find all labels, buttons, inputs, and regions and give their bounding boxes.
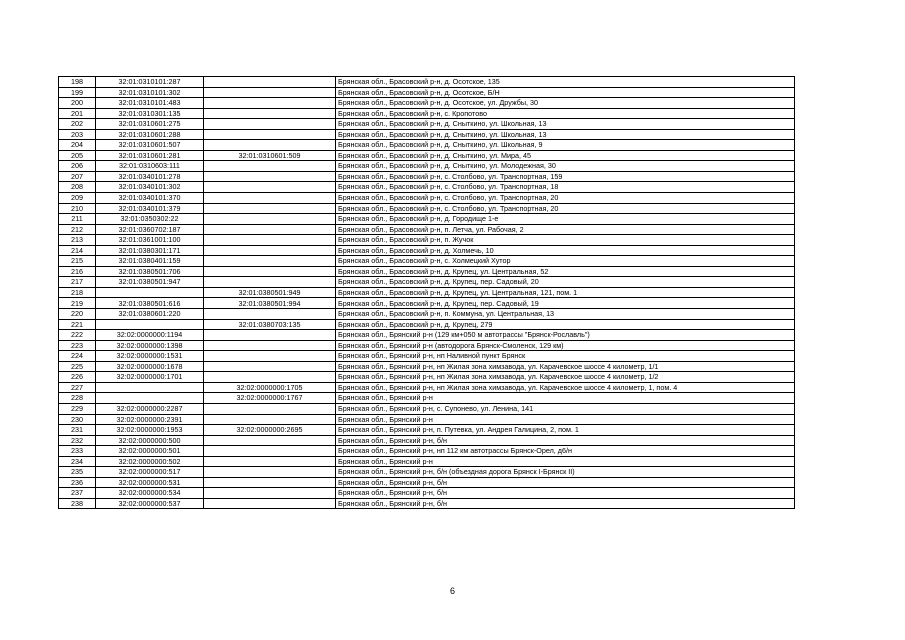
address-cell: Брянская обл., Брянский р-н — [336, 456, 795, 467]
cadastral-number-cell: 32:01:0360702:187 — [96, 224, 204, 235]
related-cadastral-number-cell — [204, 245, 336, 256]
related-cadastral-number-cell — [204, 119, 336, 130]
row-number-cell: 204 — [59, 140, 96, 151]
row-number-cell: 216 — [59, 266, 96, 277]
cadastral-number-cell: 32:01:0380401:159 — [96, 256, 204, 267]
cadastral-number-cell — [96, 382, 204, 393]
related-cadastral-number-cell — [204, 340, 336, 351]
cadastral-number-cell: 32:01:0380601:220 — [96, 309, 204, 320]
address-cell: Брянская обл., Брасовский р-н, д. Крупец, пер. Садовый, 20 — [336, 277, 795, 288]
cadastral-number-cell: 32:02:0000000:502 — [96, 456, 204, 467]
row-number-cell: 225 — [59, 361, 96, 372]
table-row — [59, 319, 795, 330]
related-cadastral-number-cell — [204, 161, 336, 172]
table-row — [59, 98, 795, 109]
row-number-cell: 211 — [59, 214, 96, 225]
address-cell: Брянская обл., Брасовский р-н, д. Сныткино, ул. Школьная, 13 — [336, 129, 795, 140]
row-number-cell: 210 — [59, 203, 96, 214]
address-cell: Брянская обл., Брянский р-н, б/н — [336, 435, 795, 446]
address-cell: Брянская обл., Брянский р-н — [336, 393, 795, 404]
row-number-cell: 233 — [59, 446, 96, 457]
table-row — [59, 182, 795, 193]
cadastral-number-cell: 32:01:0380501:706 — [96, 266, 204, 277]
related-cadastral-number-cell — [204, 256, 336, 267]
row-number-cell: 199 — [59, 87, 96, 98]
row-number-cell: 234 — [59, 456, 96, 467]
table-row — [59, 488, 795, 499]
cadastral-number-cell: 32:01:0310101:302 — [96, 87, 204, 98]
cadastral-number-cell: 32:01:0340101:278 — [96, 171, 204, 182]
cadastral-number-cell: 32:01:0340101:370 — [96, 193, 204, 204]
cadastral-number-cell — [96, 287, 204, 298]
table-row — [59, 372, 795, 383]
related-cadastral-number-cell — [204, 435, 336, 446]
address-cell: Брянская обл., Брасовский р-н, с. Кропотово — [336, 108, 795, 119]
table-row — [59, 498, 795, 509]
table-row — [59, 330, 795, 341]
related-cadastral-number-cell — [204, 182, 336, 193]
row-number-cell: 213 — [59, 235, 96, 246]
address-cell: Брянская обл., Брасовский р-н, д. Городище 1-е — [336, 214, 795, 225]
related-cadastral-number-cell — [204, 414, 336, 425]
related-cadastral-number-cell — [204, 456, 336, 467]
row-number-cell: 218 — [59, 287, 96, 298]
related-cadastral-number-cell — [204, 140, 336, 151]
related-cadastral-number-cell — [204, 488, 336, 499]
address-cell: Брянская обл., Брасовский р-н, д. Крупец, ул. Центральная, 121, пом. 1 — [336, 287, 795, 298]
related-cadastral-number-cell — [204, 266, 336, 277]
row-number-cell: 212 — [59, 224, 96, 235]
cadastral-number-cell: 32:01:0380501:947 — [96, 277, 204, 288]
address-cell: Брянская обл., Брянский р-н, нп Наливной пункт Брянск — [336, 351, 795, 362]
table-row — [59, 477, 795, 488]
related-cadastral-number-cell — [204, 98, 336, 109]
related-cadastral-number-cell: 32:01:0380501:949 — [204, 287, 336, 298]
table-row — [59, 393, 795, 404]
row-number-cell: 231 — [59, 425, 96, 436]
address-cell: Брянская обл., Брянский р-н, нп Жилая зона химзавода, ул. Карачевское шоссе 4 километр, 1/1 — [336, 361, 795, 372]
row-number-cell: 202 — [59, 119, 96, 130]
table-row — [59, 340, 795, 351]
row-number-cell: 237 — [59, 488, 96, 499]
address-cell: Брянская обл., Брянский р-н, нп 112 км автотрассы Брянск-Орел, д6/н — [336, 446, 795, 457]
row-number-cell: 221 — [59, 319, 96, 330]
cadastral-number-cell: 32:01:0310601:275 — [96, 119, 204, 130]
related-cadastral-number-cell — [204, 129, 336, 140]
address-cell: Брянская обл., Брасовский р-н, п. Летча, ул. Рабочая, 2 — [336, 224, 795, 235]
related-cadastral-number-cell — [204, 309, 336, 320]
related-cadastral-number-cell: 32:02:0000000:1705 — [204, 382, 336, 393]
cadastral-number-cell: 32:02:0000000:1398 — [96, 340, 204, 351]
table-row — [59, 245, 795, 256]
cadastral-number-cell: 32:02:0000000:1194 — [96, 330, 204, 341]
row-number-cell: 227 — [59, 382, 96, 393]
address-cell: Брянская обл., Брянский р-н (автодорога Брянск-Смоленск, 129 км) — [336, 340, 795, 351]
table-row — [59, 235, 795, 246]
row-number-cell: 219 — [59, 298, 96, 309]
table-row — [59, 266, 795, 277]
cadastral-number-cell: 32:01:0380301:171 — [96, 245, 204, 256]
related-cadastral-number-cell — [204, 372, 336, 383]
row-number-cell: 206 — [59, 161, 96, 172]
cadastral-number-cell: 32:01:0340101:302 — [96, 182, 204, 193]
table-row — [59, 150, 795, 161]
cadastral-number-cell: 32:01:0310101:287 — [96, 77, 204, 88]
cadastral-number-cell: 32:02:0000000:2391 — [96, 414, 204, 425]
cadastral-number-cell — [96, 319, 204, 330]
table-row — [59, 77, 795, 88]
cadastral-number-cell: 32:02:0000000:1531 — [96, 351, 204, 362]
table-row — [59, 119, 795, 130]
address-cell: Брянская обл., Брасовский р-н, с. Столбово, ул. Транспортная, 18 — [336, 182, 795, 193]
address-cell: Брянская обл., Брасовский р-н, с. Столбово, ул. Транспортная, 159 — [336, 171, 795, 182]
address-cell: Брянская обл., Брасовский р-н, д. Крупец, пер. Садовый, 19 — [336, 298, 795, 309]
table-row — [59, 129, 795, 140]
address-cell: Брянская обл., Брянский р-н, б/н — [336, 488, 795, 499]
cadastral-number-cell: 32:02:0000000:531 — [96, 477, 204, 488]
table-row — [59, 203, 795, 214]
table-row — [59, 382, 795, 393]
row-number-cell: 200 — [59, 98, 96, 109]
table-row — [59, 361, 795, 372]
address-cell: Брянская обл., Брасовский р-н, д. Сныткино, ул. Школьная, 9 — [336, 140, 795, 151]
address-cell: Брянская обл., Брасовский р-н, п. Жучок — [336, 235, 795, 246]
cadastral-number-cell: 32:02:0000000:517 — [96, 467, 204, 478]
cadastral-number-cell: 32:01:0350302:22 — [96, 214, 204, 225]
registry-table — [58, 76, 795, 509]
table-row — [59, 140, 795, 151]
table-row — [59, 193, 795, 204]
row-number-cell: 228 — [59, 393, 96, 404]
related-cadastral-number-cell — [204, 203, 336, 214]
row-number-cell: 229 — [59, 403, 96, 414]
address-cell: Брянская обл., Брасовский р-н, с. Холмецкий Хутор — [336, 256, 795, 267]
cadastral-number-cell: 32:01:0361001:100 — [96, 235, 204, 246]
address-cell: Брянская обл., Брасовский р-н, д. Холмечь, 10 — [336, 245, 795, 256]
address-cell: Брянская обл., Брянский р-н, б/н — [336, 498, 795, 509]
address-cell: Брянская обл., Брянский р-н, б/н (объездная дорога Брянск I-Брянск II) — [336, 467, 795, 478]
row-number-cell: 201 — [59, 108, 96, 119]
related-cadastral-number-cell — [204, 108, 336, 119]
cadastral-number-cell: 32:01:0310601:507 — [96, 140, 204, 151]
cadastral-number-cell: 32:02:0000000:500 — [96, 435, 204, 446]
row-number-cell: 222 — [59, 330, 96, 341]
row-number-cell: 235 — [59, 467, 96, 478]
cadastral-number-cell: 32:01:0380501:616 — [96, 298, 204, 309]
cadastral-number-cell: 32:02:0000000:1701 — [96, 372, 204, 383]
related-cadastral-number-cell — [204, 498, 336, 509]
address-cell: Брянская обл., Брасовский р-н, д. Сныткино, ул. Школьная, 13 — [336, 119, 795, 130]
address-cell: Брянская обл., Брасовский р-н, д. Осотское, 135 — [336, 77, 795, 88]
row-number-cell: 238 — [59, 498, 96, 509]
row-number-cell: 223 — [59, 340, 96, 351]
related-cadastral-number-cell — [204, 361, 336, 372]
address-cell: Брянская обл., Брянский р-н, нп Жилая зона химзавода, ул. Карачевское шоссе 4 километр, 1/2 — [336, 372, 795, 383]
row-number-cell: 236 — [59, 477, 96, 488]
table-row — [59, 298, 795, 309]
related-cadastral-number-cell — [204, 446, 336, 457]
related-cadastral-number-cell: 32:01:0380501:994 — [204, 298, 336, 309]
cadastral-number-cell: 32:02:0000000:501 — [96, 446, 204, 457]
address-cell: Брянская обл., Брасовский р-н, д. Крупец, ул. Центральная, 52 — [336, 266, 795, 277]
address-cell: Брянская обл., Брасовский р-н, с. Столбово, ул. Транспортная, 20 — [336, 203, 795, 214]
table-row — [59, 108, 795, 119]
address-cell: Брянская обл., Брянский р-н, б/н — [336, 477, 795, 488]
row-number-cell: 230 — [59, 414, 96, 425]
related-cadastral-number-cell — [204, 277, 336, 288]
table-row — [59, 256, 795, 267]
related-cadastral-number-cell — [204, 171, 336, 182]
related-cadastral-number-cell — [204, 477, 336, 488]
cadastral-number-cell: 32:02:0000000:2287 — [96, 403, 204, 414]
table-row — [59, 277, 795, 288]
table-row — [59, 467, 795, 478]
address-cell: Брянская обл., Брянский р-н — [336, 414, 795, 425]
related-cadastral-number-cell — [204, 467, 336, 478]
row-number-cell: 198 — [59, 77, 96, 88]
related-cadastral-number-cell: 32:02:0000000:2695 — [204, 425, 336, 436]
address-cell: Брянская обл., Брасовский р-н, с. Столбово, ул. Транспортная, 20 — [336, 193, 795, 204]
related-cadastral-number-cell — [204, 193, 336, 204]
row-number-cell: 226 — [59, 372, 96, 383]
related-cadastral-number-cell — [204, 235, 336, 246]
address-cell: Брянская обл., Брянский р-н, с. Супонево, ул. Ленина, 141 — [336, 403, 795, 414]
table-row — [59, 435, 795, 446]
row-number-cell: 209 — [59, 193, 96, 204]
address-cell: Брянская обл., Брасовский р-н, д. Осотское, ул. Дружбы, 30 — [336, 98, 795, 109]
related-cadastral-number-cell: 32:01:0380703:135 — [204, 319, 336, 330]
row-number-cell: 214 — [59, 245, 96, 256]
page-number: 6 — [449, 586, 455, 596]
address-cell: Брянская обл., Брасовский р-н, п. Коммуна, ул. Центральная, 13 — [336, 309, 795, 320]
row-number-cell: 220 — [59, 309, 96, 320]
cadastral-number-cell: 32:01:0310301:135 — [96, 108, 204, 119]
table-row — [59, 309, 795, 320]
related-cadastral-number-cell — [204, 403, 336, 414]
row-number-cell: 207 — [59, 171, 96, 182]
address-cell: Брянская обл., Брасовский р-н, д. Крупец, 279 — [336, 319, 795, 330]
row-number-cell: 203 — [59, 129, 96, 140]
cadastral-number-cell: 32:01:0310601:288 — [96, 129, 204, 140]
table-row — [59, 161, 795, 172]
address-cell: Брянская обл., Брянский р-н, п. Путевка, ул. Андрея Галицина, 2, пом. 1 — [336, 425, 795, 436]
cadastral-number-cell — [96, 393, 204, 404]
related-cadastral-number-cell — [204, 77, 336, 88]
registry-table-body — [59, 77, 795, 509]
cadastral-number-cell: 32:02:0000000:534 — [96, 488, 204, 499]
address-cell: Брянская обл., Брянский р-н, нп Жилая зона химзавода, ул. Карачевское шоссе 4 километр, 1, пом. 4 — [336, 382, 795, 393]
table-row — [59, 446, 795, 457]
row-number-cell: 208 — [59, 182, 96, 193]
table-row — [59, 351, 795, 362]
cadastral-number-cell: 32:02:0000000:1953 — [96, 425, 204, 436]
address-cell: Брянская обл., Брасовский р-н, д. Сныткино, ул. Мира, 45 — [336, 150, 795, 161]
related-cadastral-number-cell: 32:01:0310601:509 — [204, 150, 336, 161]
address-cell: Брянская обл., Брасовский р-н, д. Осотское, Б/Н — [336, 87, 795, 98]
cadastral-number-cell: 32:01:0310603:111 — [96, 161, 204, 172]
row-number-cell: 215 — [59, 256, 96, 267]
row-number-cell: 224 — [59, 351, 96, 362]
table-row — [59, 425, 795, 436]
related-cadastral-number-cell — [204, 224, 336, 235]
related-cadastral-number-cell — [204, 330, 336, 341]
cadastral-number-cell: 32:02:0000000:1678 — [96, 361, 204, 372]
table-row — [59, 214, 795, 225]
address-cell: Брянская обл., Брянский р-н (129 км+050 м автотрассы "Брянск-Рославль") — [336, 330, 795, 341]
address-cell: Брянская обл., Брасовский р-н, д. Сныткино, ул. Молодежная, 30 — [336, 161, 795, 172]
table-row — [59, 87, 795, 98]
table-row — [59, 403, 795, 414]
related-cadastral-number-cell — [204, 214, 336, 225]
related-cadastral-number-cell — [204, 87, 336, 98]
table-row — [59, 287, 795, 298]
row-number-cell: 232 — [59, 435, 96, 446]
table-row — [59, 456, 795, 467]
table-row — [59, 414, 795, 425]
row-number-cell: 205 — [59, 150, 96, 161]
related-cadastral-number-cell — [204, 351, 336, 362]
table-row — [59, 171, 795, 182]
cadastral-number-cell: 32:01:0340101:379 — [96, 203, 204, 214]
cadastral-number-cell: 32:02:0000000:537 — [96, 498, 204, 509]
row-number-cell: 217 — [59, 277, 96, 288]
related-cadastral-number-cell: 32:02:0000000:1767 — [204, 393, 336, 404]
cadastral-number-cell: 32:01:0310601:281 — [96, 150, 204, 161]
cadastral-number-cell: 32:01:0310101:483 — [96, 98, 204, 109]
table-row — [59, 224, 795, 235]
